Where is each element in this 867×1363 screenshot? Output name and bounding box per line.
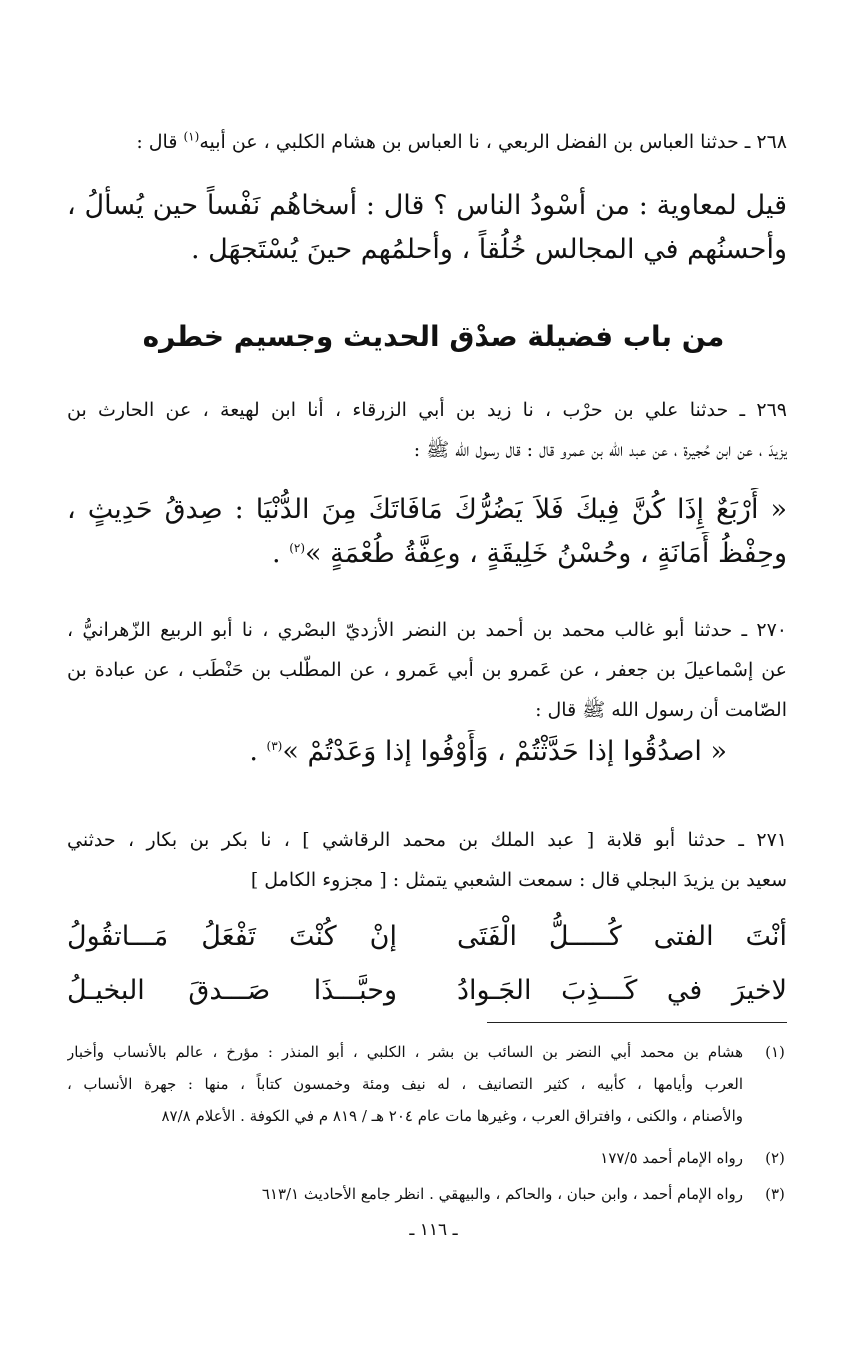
footnote-1	[67, 1036, 787, 1132]
page-number: ـ ١١٦ ـ	[409, 1220, 458, 1240]
text-line: قيل لمعاوية : من أسْودُ الناس ؟ قال : أسخاهُم نَفْساً حين يُسألُ ،	[67, 190, 787, 221]
poem	[67, 910, 787, 1018]
chapter-heading: من باب فضيلة صدْق الحديث وجسيم خطره	[142, 320, 725, 353]
text-line: ٢٧١ ـ حدثنا أبو قلابة [ عبد الملك بن محمد الرقاشي ] ، نا بكر بن بكار ، حدثني	[67, 829, 787, 851]
footnote-line: والأصنام ، والكنى ، وافتراق العرب ، وغيرها مات عام ٢٠٤ هـ / ٨١٩ م في الكوفة . الأعلام ٨٧/٨	[161, 1107, 743, 1125]
text-line: وأحسنُهم في المجالس خُلُقاً ، وأحلمُهم حينَ يُسْتَجهَل .	[190, 234, 787, 265]
footnote-2	[67, 1142, 787, 1174]
footnote-3	[67, 1178, 787, 1210]
isnad-text: ٢٦٨ ـ حدثنا العباس بن الفضل الربعي ، نا العباس بن هشام الكلبي ، عن أبيه	[199, 131, 787, 153]
matn-text: « اصدُقُوا إذا حَدَّثْتُمْ ، وَأَوْفُوا إذا وَعَدْتُمْ »	[282, 736, 727, 767]
footnote-line: هشام بن محمد أبي النضر بن السائب بن بشر ، الكلبي ، أبو المنذر : مؤرخ ، عالم بالأنساب وأخبار	[67, 1043, 743, 1061]
hadith-270-text	[67, 730, 787, 774]
footnote-number: (١)	[765, 1043, 785, 1061]
second-hemistich: إنْ كُنْتَ تَفْعَلُ مَـــاتقُولُ	[67, 921, 397, 952]
text-line: يزيدَ ، عن ابن حُجيرة ، عن عبد الله بن عمرو قال : قال رسول الله ﷺ :	[413, 439, 787, 461]
footnote-marker: (٣)	[266, 739, 283, 753]
first-hemistich: أنْتَ الفتى كُـــــلُّ الْفَتَى	[457, 921, 787, 952]
text-line	[67, 730, 787, 774]
text-line: ٢٧٠ ـ حدثنا أبو غالب محمد بن أحمد بن النضر الأزديّ البصْري ، نا أبو الربيع الزّهرانيُّ ،	[67, 619, 787, 641]
hadith-268-isnad	[67, 122, 787, 162]
text-line: سعيد بن يزيدَ البجلي قال : سمعت الشعبي يتمثل : [ مجزوء الكامل ]	[250, 869, 787, 891]
matn-end: .	[249, 736, 267, 767]
text-line	[67, 122, 787, 162]
text-line: عن إسْماعيلَ بن جعفر ، عن عَمرو بن أبي عَمرو ، عن المطّلب بن حَنْطَب ، عن عبادة بن	[67, 659, 787, 681]
second-hemistich: وحبَّـــذَا صَـــدقَ البخيـلُ	[67, 975, 397, 1006]
hadith-269-isnad	[67, 390, 787, 470]
text-line: الصّامت أن رسول الله ﷺ قال :	[535, 699, 787, 721]
first-hemistich: لاخيرَ في كَـــذِبَ الجَـوادُ	[457, 975, 787, 1006]
footnote-marker: (٢)	[289, 541, 306, 555]
verse-line	[67, 910, 787, 964]
verse-line	[67, 964, 787, 1018]
hadith-271-isnad	[67, 820, 787, 900]
hadith-268-text	[67, 184, 787, 272]
text-line: « أَرْبَعٌ إِذَا كُنَّ فِيكَ فَلاَ يَضُرُّكَ مَافَاتَكَ مِنَ الدُّنْيَا : صِدقُ حَدِيثٍ ،	[67, 494, 787, 525]
footnote-number: (٣)	[765, 1185, 785, 1203]
footnote-line: رواه الإمام أحمد ، وابن حبان ، والحاكم ، والبيهقي . انظر جامع الأحاديث ٦١٣/١	[261, 1185, 743, 1203]
footnote-line: رواه الإمام أحمد ١٧٧/٥	[600, 1149, 743, 1167]
text-line	[67, 532, 787, 576]
footnote-separator	[487, 1022, 787, 1023]
matn-end: .	[272, 538, 290, 569]
text-line: ٢٦٩ ـ حدثنا علي بن حرْب ، نا زيد بن أبي الزرقاء ، أنا ابن لهيعة ، عن الحارث بن	[67, 399, 787, 421]
isnad-tail: قال :	[136, 131, 184, 153]
footnote-number: (٢)	[765, 1149, 785, 1167]
hadith-269-text	[67, 488, 787, 576]
matn-text: وحِفْظُ أَمَانَةٍ ، وحُسْنُ خَلِيقَةٍ ، وعِفَّةُ طُعْمَةٍ »	[305, 538, 787, 569]
footnote-line: العرب وأيامها ، كأبيه ، كثير التصانيف ، له نيف ومئة وخمسون كتاباً ، منها : جهرة الأنساب ،	[67, 1075, 743, 1093]
footnote-marker: (١)	[183, 129, 200, 144]
hadith-270-isnad	[67, 610, 787, 730]
